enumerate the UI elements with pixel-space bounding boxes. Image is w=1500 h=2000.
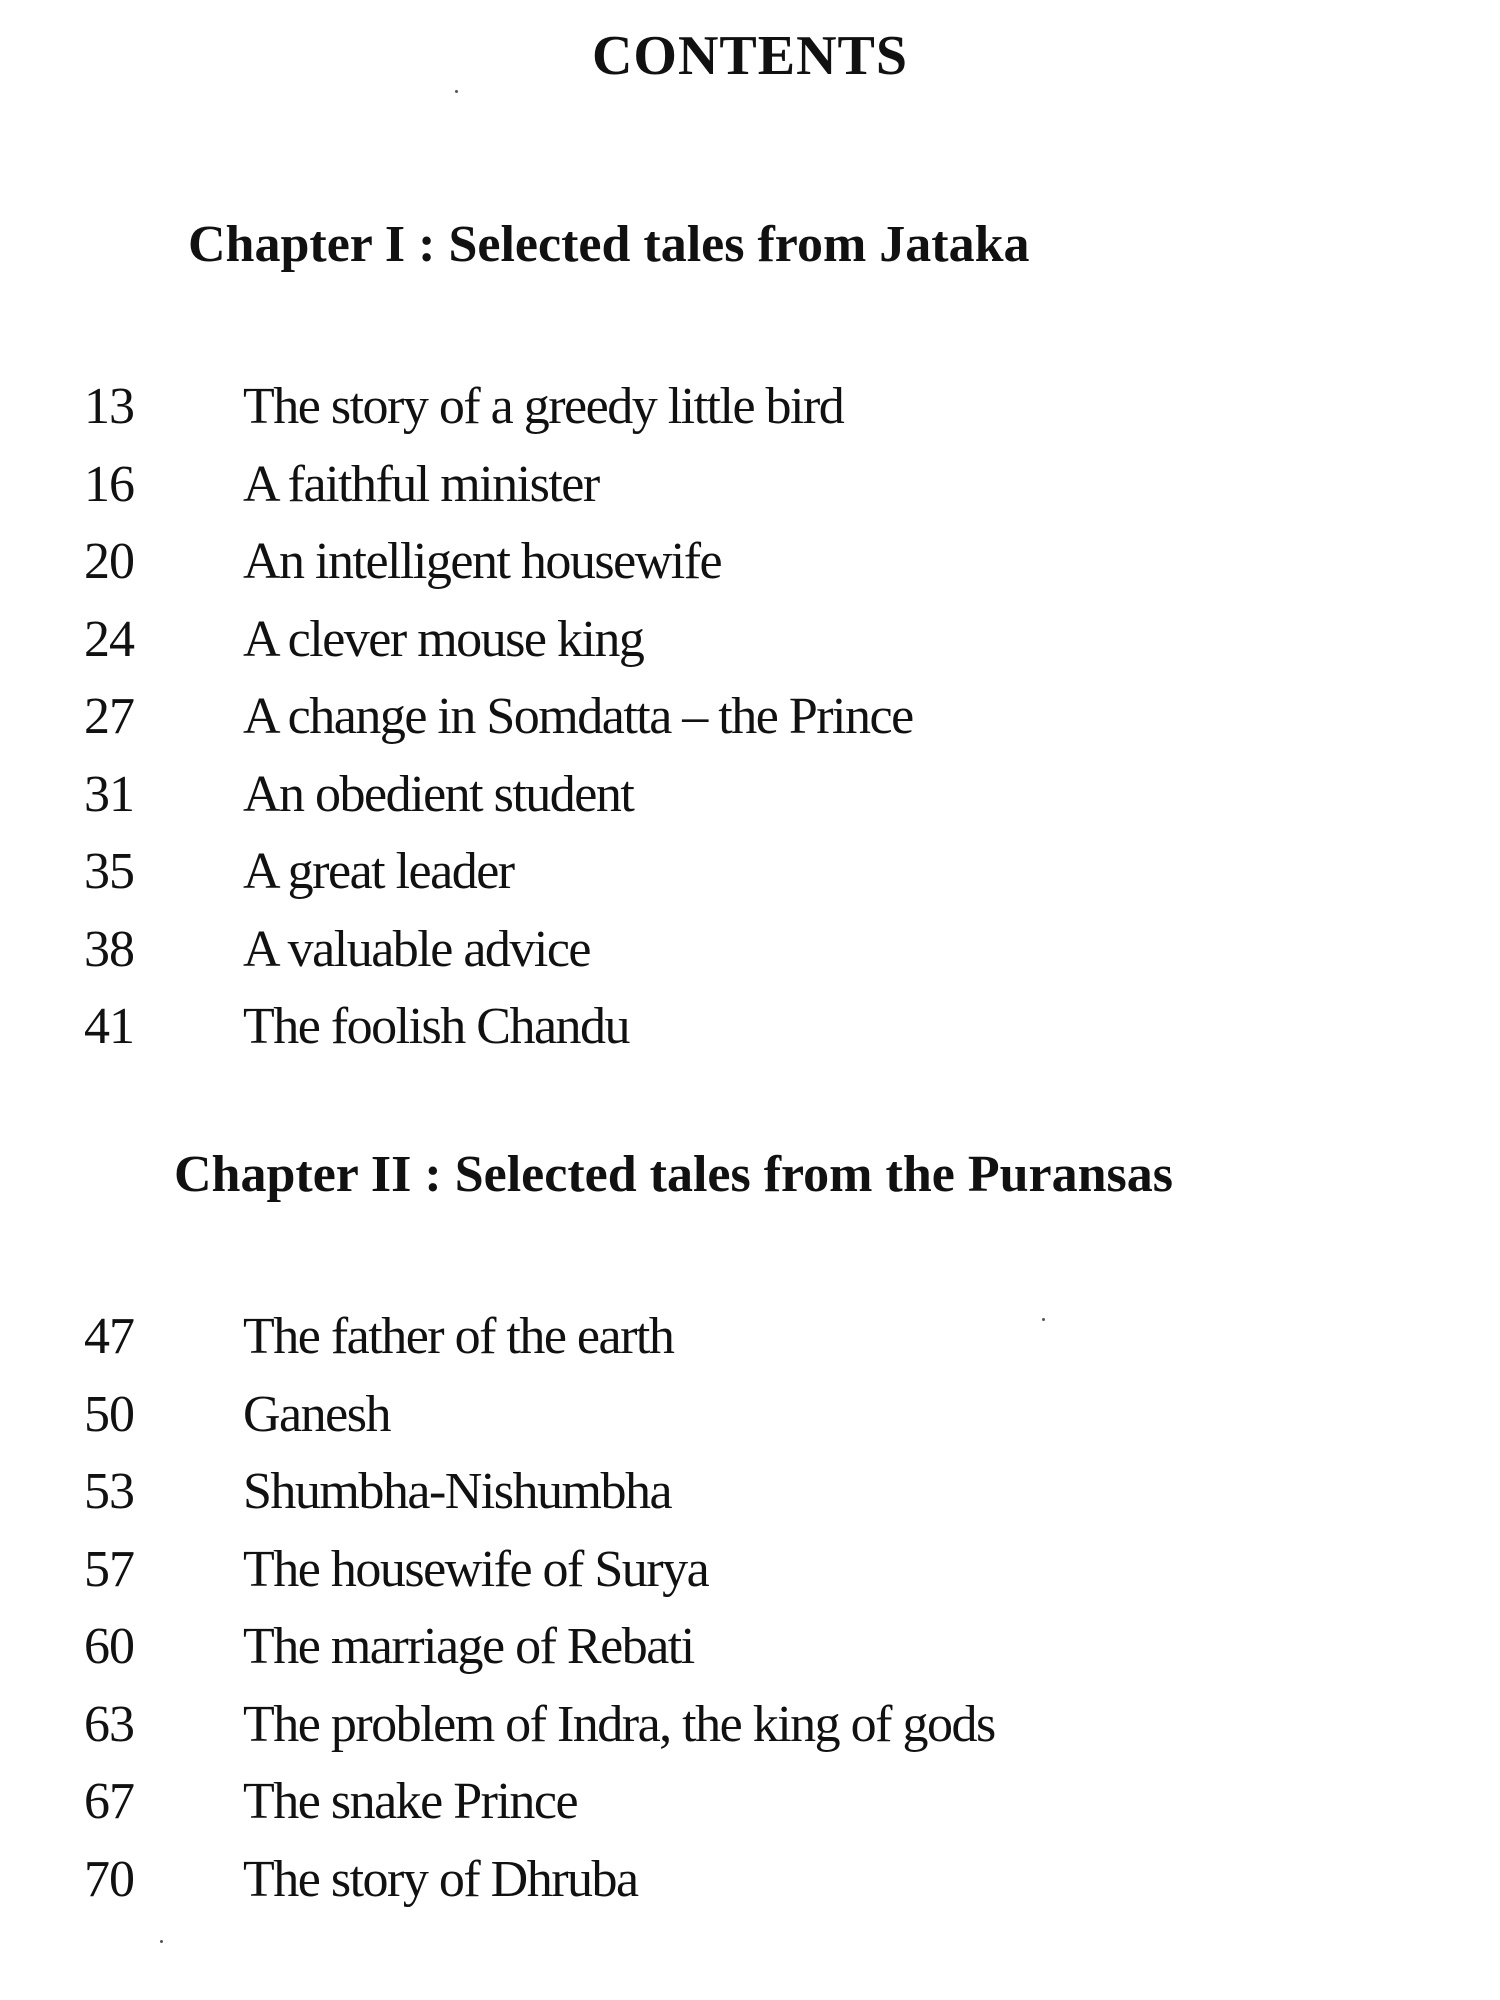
entry-title: A faithful minister — [243, 455, 599, 513]
entry-page-number: 53 — [84, 1463, 134, 1520]
entry-title: The story of a greedy little bird — [243, 378, 844, 435]
entry-page-number: 24 — [84, 610, 134, 668]
entry-page-number: 50 — [84, 1385, 134, 1443]
entry-page-number: 67 — [84, 1773, 134, 1830]
toc-entry — [0, 833, 1500, 911]
entry-title: An obedient student — [243, 765, 634, 823]
chapter-heading: Chapter II : Selected tales from the Puransas — [174, 1146, 1173, 1203]
entry-page-number: 38 — [84, 920, 134, 978]
entry-title: The marriage of Rebati — [243, 1618, 694, 1675]
entry-title: The father of the earth — [243, 1308, 674, 1365]
toc-entry — [0, 678, 1500, 756]
entry-page-number: 63 — [84, 1695, 134, 1753]
entry-title: A clever mouse king — [243, 610, 644, 668]
entry-page-number: 20 — [84, 533, 134, 590]
toc-entry — [0, 1376, 1500, 1454]
toc-entry — [0, 756, 1500, 834]
entry-title: The story of Dhruba — [243, 1850, 638, 1908]
entry-title: A change in Somdatta – the Prince — [243, 688, 913, 745]
entry-title: A great leader — [243, 843, 514, 900]
page-title: CONTENTS — [591, 25, 909, 87]
toc-entry — [0, 1841, 1500, 1919]
chapter-heading: Chapter I : Selected tales from Jataka — [188, 216, 1030, 273]
scan-speck — [160, 1940, 163, 1943]
chapter-2-entry-list — [0, 1298, 1500, 1918]
entry-page-number: 27 — [84, 688, 134, 745]
entry-title: The housewife of Surya — [243, 1540, 709, 1598]
toc-entry — [0, 368, 1500, 446]
entry-page-number: 35 — [84, 843, 134, 900]
toc-entry — [0, 911, 1500, 989]
toc-entry — [0, 1531, 1500, 1609]
entry-title: An intelligent housewife — [243, 533, 722, 590]
chapter-1-entry-list — [0, 368, 1500, 1066]
entry-page-number: 13 — [84, 378, 134, 435]
entry-page-number: 60 — [84, 1618, 134, 1675]
toc-entry — [0, 1686, 1500, 1764]
scan-speck — [455, 90, 458, 93]
toc-entry — [0, 1453, 1500, 1531]
entry-title: Ganesh — [243, 1385, 390, 1443]
entry-page-number: 31 — [84, 765, 134, 823]
entry-page-number: 57 — [84, 1540, 134, 1598]
entry-title: The foolish Chandu — [243, 998, 630, 1055]
toc-entry — [0, 988, 1500, 1066]
entry-title: Shumbha-Nishumbha — [243, 1463, 672, 1520]
entry-page-number: 70 — [84, 1850, 134, 1908]
toc-entry — [0, 601, 1500, 679]
entry-title: The problem of Indra, the king of gods — [243, 1695, 995, 1753]
entry-title: The snake Prince — [243, 1773, 578, 1830]
entry-page-number: 16 — [84, 455, 134, 513]
entry-title: A valuable advice — [243, 920, 591, 978]
toc-entry — [0, 1608, 1500, 1686]
toc-entry — [0, 1763, 1500, 1841]
entry-page-number: 47 — [84, 1308, 134, 1365]
entry-page-number: 41 — [84, 998, 134, 1055]
toc-entry — [0, 1298, 1500, 1376]
toc-entry — [0, 523, 1500, 601]
toc-entry — [0, 446, 1500, 524]
